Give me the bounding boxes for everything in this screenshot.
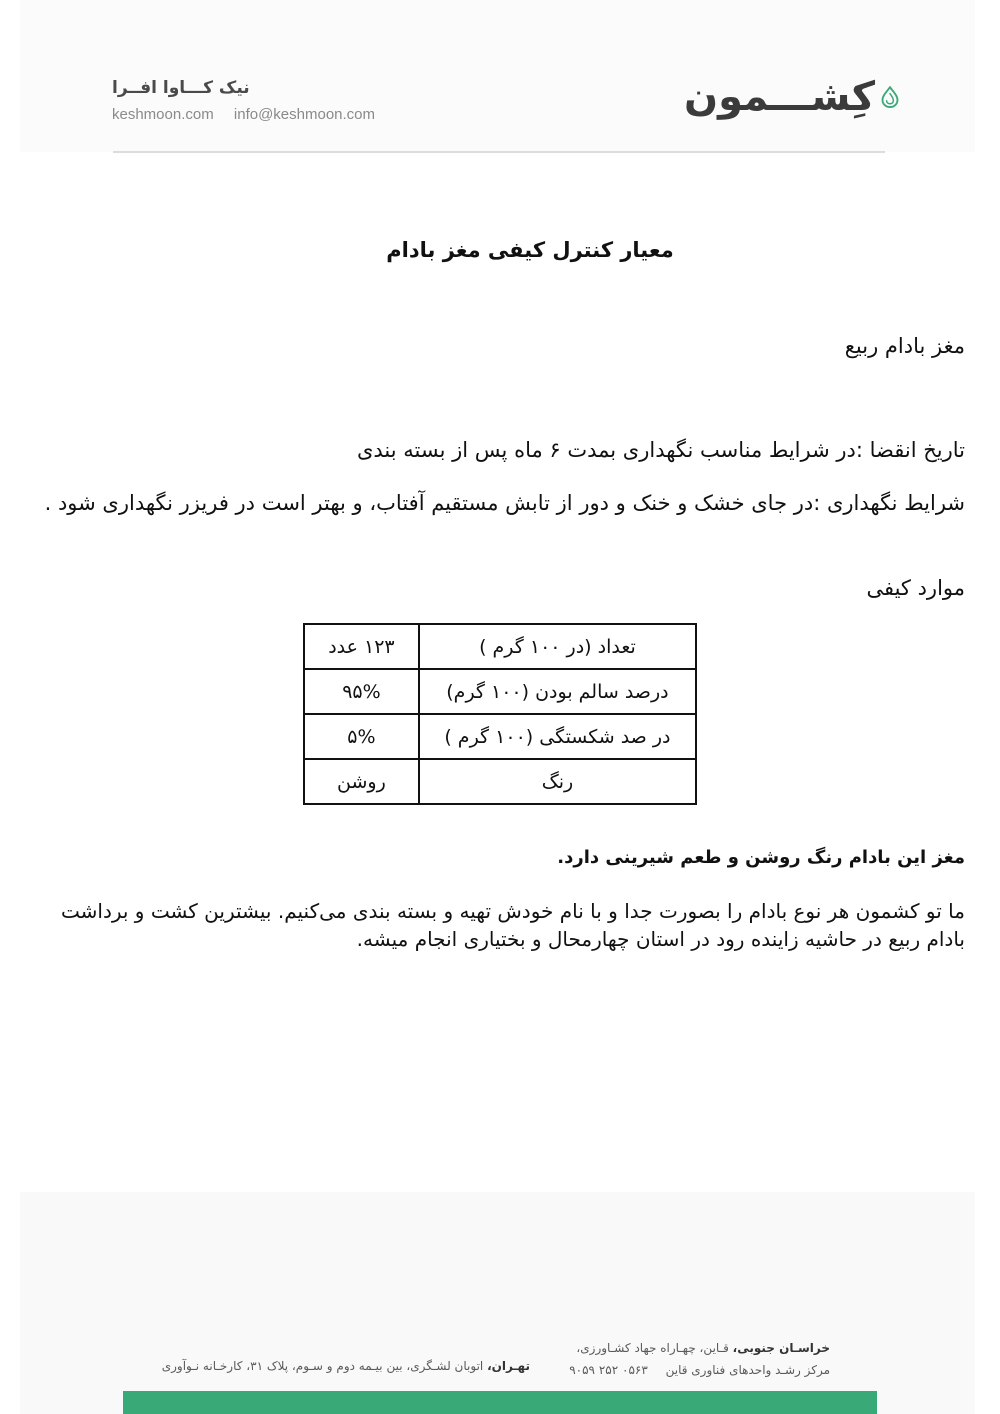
footer-south-address: قـاین، چهـاراه جهاد کشـاورزی، bbox=[576, 1341, 729, 1355]
quality-heading: موارد کیفی bbox=[866, 576, 965, 600]
email-link[interactable]: info@keshmoon.com bbox=[233, 106, 376, 123]
table-row bbox=[304, 759, 696, 804]
table-cell-value: ۵% bbox=[304, 714, 419, 759]
table-cell-parameter: رنگ bbox=[419, 759, 696, 804]
footer-tehran-region: تهـران، bbox=[487, 1359, 530, 1373]
story-text: ما تو کشمون هر نوع بادام را بصورت جدا و با نام خودش تهیه و بسته بندی می‌کنیم. بیشترین کشت و برداشت بادام ربیع در حاشیه زاینده رود در استان چهارمحال و بختیاری انجام میشه. bbox=[60, 899, 965, 951]
footer-phone: ۰۵۶۳ ۲۵۲ ۹۰۵۹ bbox=[569, 1363, 648, 1377]
table-cell-value: روشن bbox=[304, 759, 419, 804]
table-row bbox=[304, 714, 696, 759]
header-divider bbox=[113, 151, 885, 153]
table-cell-parameter: در صد شکستگی (۱۰۰ گرم ) bbox=[419, 714, 696, 759]
company-contacts bbox=[112, 106, 412, 123]
footer-south-center: مرکز رشـد واحدهای فناوری قاین bbox=[665, 1363, 830, 1377]
taste-note: مغز این بادام رنگ روشن و طعم شیرینی دارد. bbox=[557, 847, 965, 868]
table-cell-value: ۹۵% bbox=[304, 669, 419, 714]
website-link[interactable]: keshmoon.com bbox=[112, 106, 214, 123]
expiry-text: تاریخ انقضا :در شرایط مناسب نگهداری بمدت ۶ ماه پس از بسته بندی bbox=[356, 438, 965, 462]
logo-text: کِشـــمون bbox=[684, 74, 876, 120]
quality-table bbox=[303, 623, 697, 805]
table-cell-value: ۱۲۳ عدد bbox=[304, 624, 419, 669]
footer-south-khorasan bbox=[560, 1337, 830, 1381]
footer-band bbox=[20, 1192, 975, 1414]
footer-south-line2 bbox=[560, 1359, 830, 1381]
table-cell-parameter: درصد سالم بودن (۱۰۰ گرم) bbox=[419, 669, 696, 714]
footer-south-line1 bbox=[560, 1337, 830, 1359]
table-row bbox=[304, 624, 696, 669]
company-name: نیک کـــاوا افــرا bbox=[112, 78, 250, 98]
storage-text: شرایط نگهداری :در جای خشک و خنک و دور از تابش مستقیم آفتاب، و بهتر است در فریزر نگهداری شود . bbox=[44, 491, 965, 515]
company-info bbox=[112, 78, 412, 123]
product-name: مغز بادام ربیع bbox=[844, 334, 965, 358]
table-row bbox=[304, 669, 696, 714]
keshmoon-logo bbox=[684, 62, 899, 132]
table-cell-parameter: تعداد (در ۱۰۰ گرم ) bbox=[419, 624, 696, 669]
footer-accent-bar bbox=[123, 1391, 877, 1414]
drop-logo-icon bbox=[881, 68, 899, 126]
footer-south-region: خراسـان جنوبی، bbox=[732, 1341, 830, 1355]
footer-tehran-address: اتوبان لشـگری، بین بیـمه دوم و سـوم، پلاک ۳۱، کارخـانه نـوآوری bbox=[161, 1359, 484, 1373]
footer-tehran bbox=[150, 1359, 530, 1373]
document-title: معیار کنترل کیفی مغز بادام bbox=[386, 238, 674, 262]
